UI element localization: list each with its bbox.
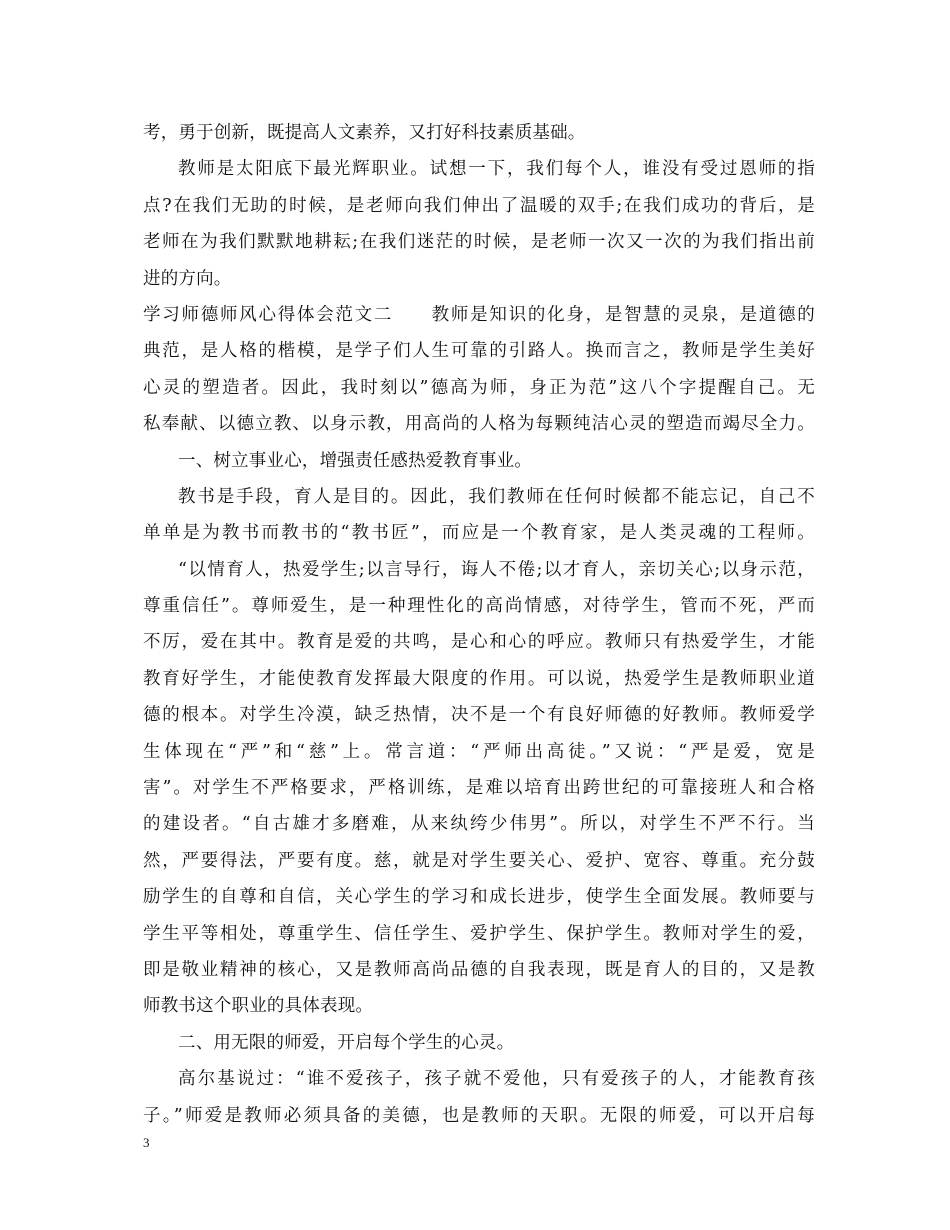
document-page <box>143 115 815 1134</box>
text-line: 教育好学生，才能使教育发挥最大限度的作用。可以说，热爱学生是教师职业道 <box>143 668 815 689</box>
text-line: 子。”师爱是教师必须具备的美德，也是教师的天职。无限的师爱，可以开启每 <box>143 1105 815 1126</box>
text-line: 德的根本。对学生冷漠，缺乏热情，决不是一个有良好师德的好教师。教师爱学 <box>143 705 815 726</box>
text-line: 即是敬业精神的核心，又是教师高尚品德的自我表现，既是育人的目的，又是教 <box>143 959 815 980</box>
text-line: 典范，是人格的楷模，是学子们人生可靠的引路人。换而言之，教师是学生美好 <box>143 341 815 362</box>
text-line: 学生平等相处，尊重学生、信任学生、爱护学生、保护学生。教师对学生的爱， <box>143 923 815 944</box>
text-line: 单单是为教书而教书的“教书匠”，而应是一个教育家，是人类灵魂的工程师。 <box>143 523 815 544</box>
subheading-line: 一、树立事业心，增强责任感热爱教育事业。 <box>178 450 532 471</box>
text-line: “以情育人，热爱学生;以言导行，诲人不倦;以才育人，亲切关心;以身示范， <box>178 559 815 580</box>
text-line: 师教书这个职业的具体表现。 <box>143 996 374 1017</box>
text-line: 的建设者。“自古雄才多磨难，从来纨绔少伟男”。所以，对学生不严不行。当 <box>143 814 815 835</box>
section-heading-line: 学习师德师风心得体会范文二 教师是知识的化身，是智慧的灵泉，是道德的 <box>143 304 815 325</box>
text-line: 考，勇于创新，既提高人文素养，又打好科技素质基础。 <box>143 123 586 143</box>
text-line: 然，严要得法，严要有度。慈，就是对学生要关心、爱护、宽容、尊重。充分鼓 <box>143 850 815 871</box>
text-line: 点?在我们无助的时候，是老师向我们伸出了温暖的双手;在我们成功的背后，是 <box>143 195 815 216</box>
text-line: 励学生的自尊和自信，关心学生的学习和成长进步，使学生全面发展。教师要与 <box>143 887 815 908</box>
text-line: 教书是手段，育人是目的。因此，我们教师在任何时候都不能忘记，自己不 <box>178 486 815 507</box>
text-line: 老师在为我们默默地耕耘;在我们迷茫的时候，是老师一次又一次的为我们指出前 <box>143 232 815 253</box>
text-line: 生体现在“严”和“慈”上。常言道：“严师出高徒。”又说：“严是爱，宽是 <box>143 741 815 762</box>
subheading-line: 二、用无限的师爱，开启每个学生的心灵。 <box>178 1032 515 1053</box>
text-line: 心灵的塑造者。因此，我时刻以”德高为师，身正为范”这八个字提醒自己。无 <box>143 377 815 398</box>
page-number: 3 <box>143 1135 150 1150</box>
text-line: 进的方向。 <box>143 268 232 289</box>
text-line: 教师是太阳底下最光辉职业。试想一下，我们每个人，谁没有受过恩师的指 <box>178 159 815 180</box>
text-line: 害”。对学生不严格要求，严格训练，是难以培育出跨世纪的可靠接班人和合格 <box>143 778 815 799</box>
text-line: 尊重信任”。尊师爱生，是一种理性化的高尚情感，对待学生，管而不死，严而 <box>143 596 815 617</box>
text-line: 私奉献、以德立教、以身示教，用高尚的人格为每颗纯洁心灵的塑造而竭尽全力。 <box>143 414 815 435</box>
text-line: 不厉，爱在其中。教育是爱的共鸣，是心和心的呼应。教师只有热爱学生，才能 <box>143 632 815 653</box>
text-line: 高尔基说过：“谁不爱孩子，孩子就不爱他，只有爱孩子的人，才能教育孩 <box>178 1069 815 1090</box>
